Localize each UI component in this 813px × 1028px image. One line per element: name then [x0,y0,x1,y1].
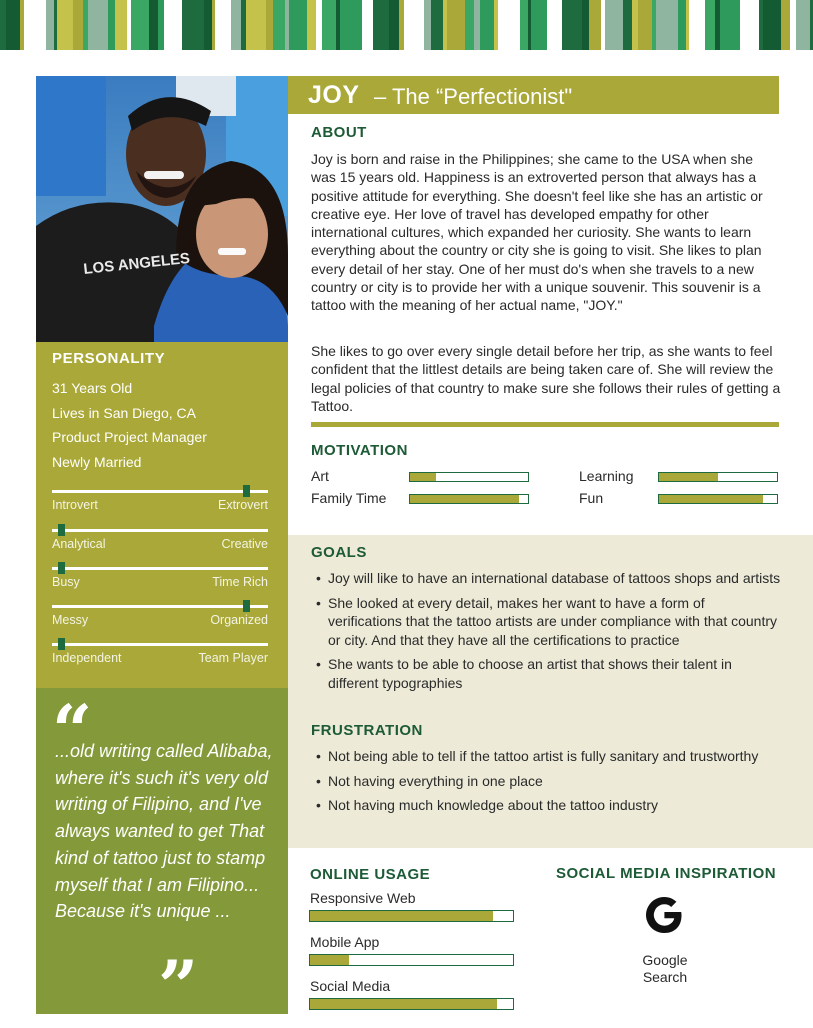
personality-panel [36,342,288,688]
trait-label-left: Busy [52,575,80,589]
stripe [164,0,178,50]
stripe [336,0,340,50]
stripe [316,0,322,50]
stripe [474,0,480,50]
stripe [424,0,431,50]
stripe [149,0,158,50]
stripe [781,0,790,50]
stripe [557,0,562,50]
motivation-bar [409,472,529,482]
stripe [720,0,740,50]
trait-track [52,529,268,532]
trait-slider [52,638,268,666]
stripe [115,0,127,50]
motivation-bar-fill [410,495,519,503]
stripe [127,0,131,50]
fact-occupation: Product Project Manager [52,429,207,446]
motivation-bar-fill [659,495,763,503]
frustration-heading: FRUSTRATION [311,722,423,739]
stripe [231,0,241,50]
persona-title-bar [288,76,779,114]
stripe [601,0,605,50]
motivation-bar [409,494,529,504]
usage-label: Social Media [310,978,391,994]
personality-heading: PERSONALITY [52,350,166,367]
open-quote-icon: “ [52,689,93,772]
stripe [652,0,656,50]
list-item: • She wants to be able to choose an artist that shows their talent in different typographies [316,655,782,692]
list-item: • She looked at every detail, makes her want to have a form of verifications that the tattoo artists are under compliance with that country or city. And that they have all the certifications to practice [316,594,782,650]
trait-label-right: Organized [210,613,268,627]
stripe [705,0,715,50]
trait-label-left: Independent [52,651,122,665]
frustration-list [316,747,782,815]
google-search-label: Google Search [642,952,688,985]
stripe [689,0,705,50]
stripe [178,0,182,50]
stripe [447,0,465,50]
stripe [740,0,747,50]
trait-label-left: Analytical [52,537,106,551]
stripe [399,0,404,50]
motivation-bar-fill [410,473,436,481]
stripe [389,0,399,50]
trait-track [52,567,268,570]
about-heading: ABOUT [311,124,367,141]
stripe [204,0,212,50]
stripe [623,0,632,50]
usage-bar [309,998,514,1010]
stripe [431,0,443,50]
trait-track [52,643,268,646]
trait-slider [52,485,268,513]
motivation-bar [658,472,778,482]
stripe [6,0,20,50]
trait-marker [243,485,250,497]
stripe [46,0,54,50]
list-item: • Joy will like to have an international database of tattoos shops and artists [316,569,782,588]
motivation-label: Fun [579,490,604,506]
stripe [632,0,638,50]
trait-label-left: Messy [52,613,89,627]
usage-bar-fill [310,911,493,921]
stripe [340,0,362,50]
trait-slider [52,562,268,590]
fact-status: Newly Married [52,454,142,471]
stripe [498,0,520,50]
stripe [266,0,273,50]
motivation-bar-fill [659,473,718,481]
stripe [158,0,164,50]
stripe [465,0,474,50]
motivation-label: Learning [579,468,634,484]
personality-facts [52,378,207,477]
motivation-label: Art [311,468,329,484]
stripe [131,0,149,50]
stripe [520,0,528,50]
stripe [480,0,494,50]
usage-bar-fill [310,999,497,1009]
trait-label-right: Extrovert [217,498,268,512]
trait-marker [58,638,65,650]
usage-bar [309,954,514,966]
about-paragraph-2: She likes to go over every single detail before her trip, as she wants to feel confident that the littlest details are being taken care of. She will review the legal policies of that country to make sure she follows their rules of getting a Tattoo. [311,343,781,414]
online-usage-heading: ONLINE USAGE [310,866,431,883]
trait-marker [243,600,250,612]
stripe [715,0,720,50]
section-divider [311,422,779,427]
stripe [528,0,531,50]
stripe [562,0,582,50]
stripe [215,0,231,50]
stripe [88,0,108,50]
about-paragraph-1: Joy is born and raise in the Philippines; she came to the USA when she was 15 years old. Happiness is an extroverted person that always has a positive attitude for everything. She doesn't feel like she has an artistic or creative eye. Her love of travel has developed empathy for other international cultures, which expanded her curiosity. She wants to learn everything about the country or city she is going to visit. She likes to plan every detail of her stay. One of her must do's when she travels to a new country or city is to provide her with a unique souvenir. This souvenir is a tattoo with the meaning of her actual name, "JOY." [311,151,763,314]
stripe [20,0,24,50]
stripe [656,0,678,50]
trait-slider [52,600,268,628]
stripe [605,0,623,50]
stripe [531,0,547,50]
stripe [747,0,759,50]
goals-heading: GOALS [311,544,367,561]
stripe [547,0,557,50]
fact-age: 31 Years Old [52,380,133,396]
trait-label-right: Creative [221,537,268,551]
stripe [443,0,447,50]
persona-subtitle: – The “Perfectionist" [374,84,573,109]
usage-label: Mobile App [310,934,380,950]
stripe [790,0,796,50]
persona-photo [36,76,288,342]
social-media-heading: SOCIAL MEDIA INSPIRATION [556,865,777,882]
stripe [373,0,389,50]
stripe [73,0,83,50]
stripe [686,0,689,50]
stripe [54,0,57,50]
stripe [83,0,88,50]
stripe [0,0,6,50]
trait-label-right: Team Player [198,651,268,665]
stripe [582,0,589,50]
google-icon [643,894,685,936]
stripe [307,0,316,50]
stripe [108,0,115,50]
persona-photo-illustration [36,76,288,342]
quote-panel [36,688,288,1028]
decorative-stripe-banner [0,0,813,50]
stripe [638,0,652,50]
goals-list [316,569,782,692]
usage-bar-fill [310,955,349,965]
persona-name: JOY [308,81,360,109]
stripe [370,0,373,50]
stripe [763,0,781,50]
stripe [182,0,204,50]
motivation-label: Family Time [311,490,387,506]
stripe [273,0,285,50]
stripe [322,0,336,50]
trait-track [52,490,268,493]
stripe [589,0,601,50]
list-item: • Not having much knowledge about the tattoo industry [316,796,782,815]
trait-marker [58,524,65,536]
usage-label: Responsive Web [310,890,416,906]
trait-label-left: Introvert [52,498,98,512]
trait-slider [52,524,268,552]
usage-bar [309,910,514,922]
stripe [362,0,370,50]
motivation-bar [658,494,778,504]
stripe [212,0,215,50]
trait-marker [58,562,65,574]
list-item: • Not having everything in one place [316,772,782,791]
motivation-heading: MOTIVATION [311,442,408,459]
stripe [404,0,424,50]
stripe [796,0,810,50]
trait-track [52,605,268,608]
svg-text:LOS ANGELES: LOS ANGELES [82,249,191,278]
trait-label-right: Time Rich [212,575,268,589]
stripe [246,0,266,50]
stripe [494,0,498,50]
stripe [678,0,686,50]
stripe [57,0,73,50]
stripe [24,0,46,50]
close-quote-icon: ” [158,945,199,1028]
persona-quote: ...old writing called Alibaba, where it's such it's very old writing of Filipino, and I've always wanted to get That kind of tattoo just to stamp myself that I am Filipino... Because it's unique ... [55,741,273,922]
fact-location: Lives in San Diego, CA [52,404,196,421]
stripe [289,0,307,50]
list-item: • Not being able to tell if the tattoo artist is fully sanitary and trustworthy [316,747,782,766]
stripe [285,0,289,50]
stripe [241,0,246,50]
stripe [759,0,763,50]
